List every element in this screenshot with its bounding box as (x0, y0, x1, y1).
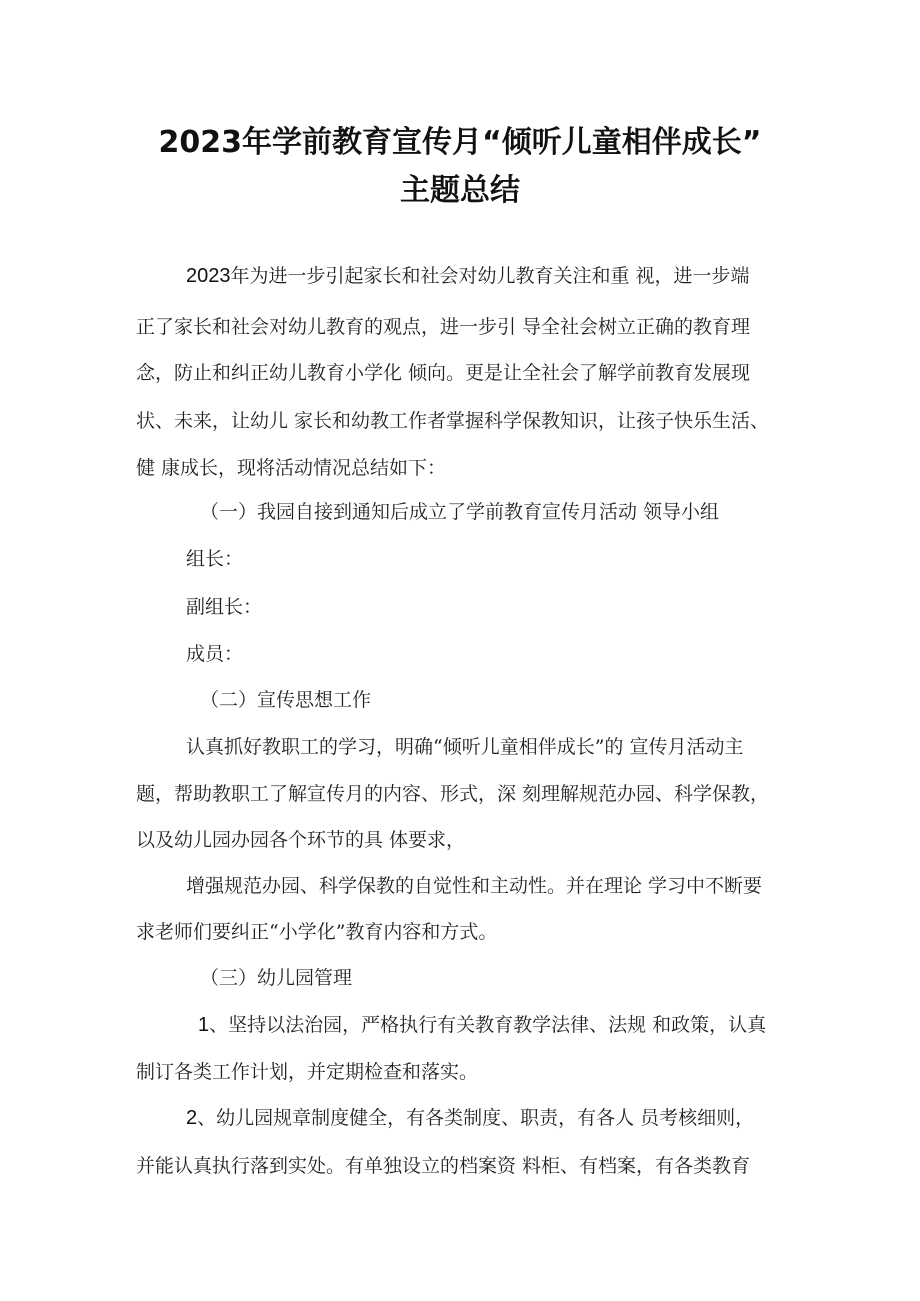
paragraph-line: 正了家长和社会对幼儿教育的观点，进一步引 导全社会树立正确的教育理 (136, 316, 751, 338)
leading-number: 2023 (186, 265, 231, 287)
line-text: 年为进一步引起家长和社会对幼儿教育关注和重 视，进一步端 (230, 265, 750, 287)
paragraph-line: 题，帮助教职工了解宣传月的内容、形式，深 刻理解规范办园、科学保教， (136, 783, 770, 805)
paragraph-line: 健 康成长，现将活动情况总结如下： (136, 457, 447, 479)
leading-number: 1 (198, 1014, 210, 1036)
paragraph-line (186, 1106, 754, 1130)
paragraph-line: 念，防止和纠正幼儿教育小学化 倾向。更是让全社会了解学前教育发展现 (136, 362, 751, 384)
paragraph-line: 求老师们要纠正“小学化”教育内容和方式。 (136, 921, 498, 943)
title-line-1: 2023年学前教育宣传月“倾听儿童相伴成长” (158, 125, 762, 160)
group-leader-label: 组长： (186, 548, 244, 570)
paragraph-line: 并能认真执行落到实处。有单独设立的档案资 料柜、有档案，有各类教育 (136, 1155, 751, 1177)
paragraph-line: 认真抓好教职工的学习，明确“倾听儿童相伴成长”的 宣传月活动主 (186, 736, 744, 758)
line-text: 、幼儿园规章制度健全，有各类制度、职责，有各人 员考核细则， (197, 1107, 755, 1129)
paragraph-line: 状、未来，让幼儿 家长和幼教工作者掌握科学保教知识，让孩子快乐生活、 (136, 410, 770, 432)
section-heading: （二）宣传思想工作 (200, 689, 372, 711)
paragraph-line (186, 264, 750, 288)
paragraph-line: 以及幼儿园办园各个环节的具 体要求， (136, 829, 466, 851)
deputy-leader-label: 副组长： (186, 596, 263, 618)
members-label: 成员： (186, 643, 244, 665)
title-line-2: 主题总结 (400, 173, 520, 208)
leading-number: 2 (186, 1107, 198, 1129)
section-heading: （一）我园自接到通知后成立了学前教育宣传月活动 领导小组 (200, 501, 720, 523)
section-heading: （三）幼儿园管理 (200, 967, 353, 989)
line-text: 、坚持以法治园，严格执行有关教育教学法律、法规 和政策，认真 (209, 1014, 767, 1036)
paragraph-line (198, 1013, 766, 1037)
paragraph-line: 制订各类工作计划，并定期检查和落实。 (136, 1061, 479, 1083)
paragraph-line: 增强规范办园、科学保教的自觉性和主动性。并在理论 学习中不断要 (186, 875, 763, 897)
